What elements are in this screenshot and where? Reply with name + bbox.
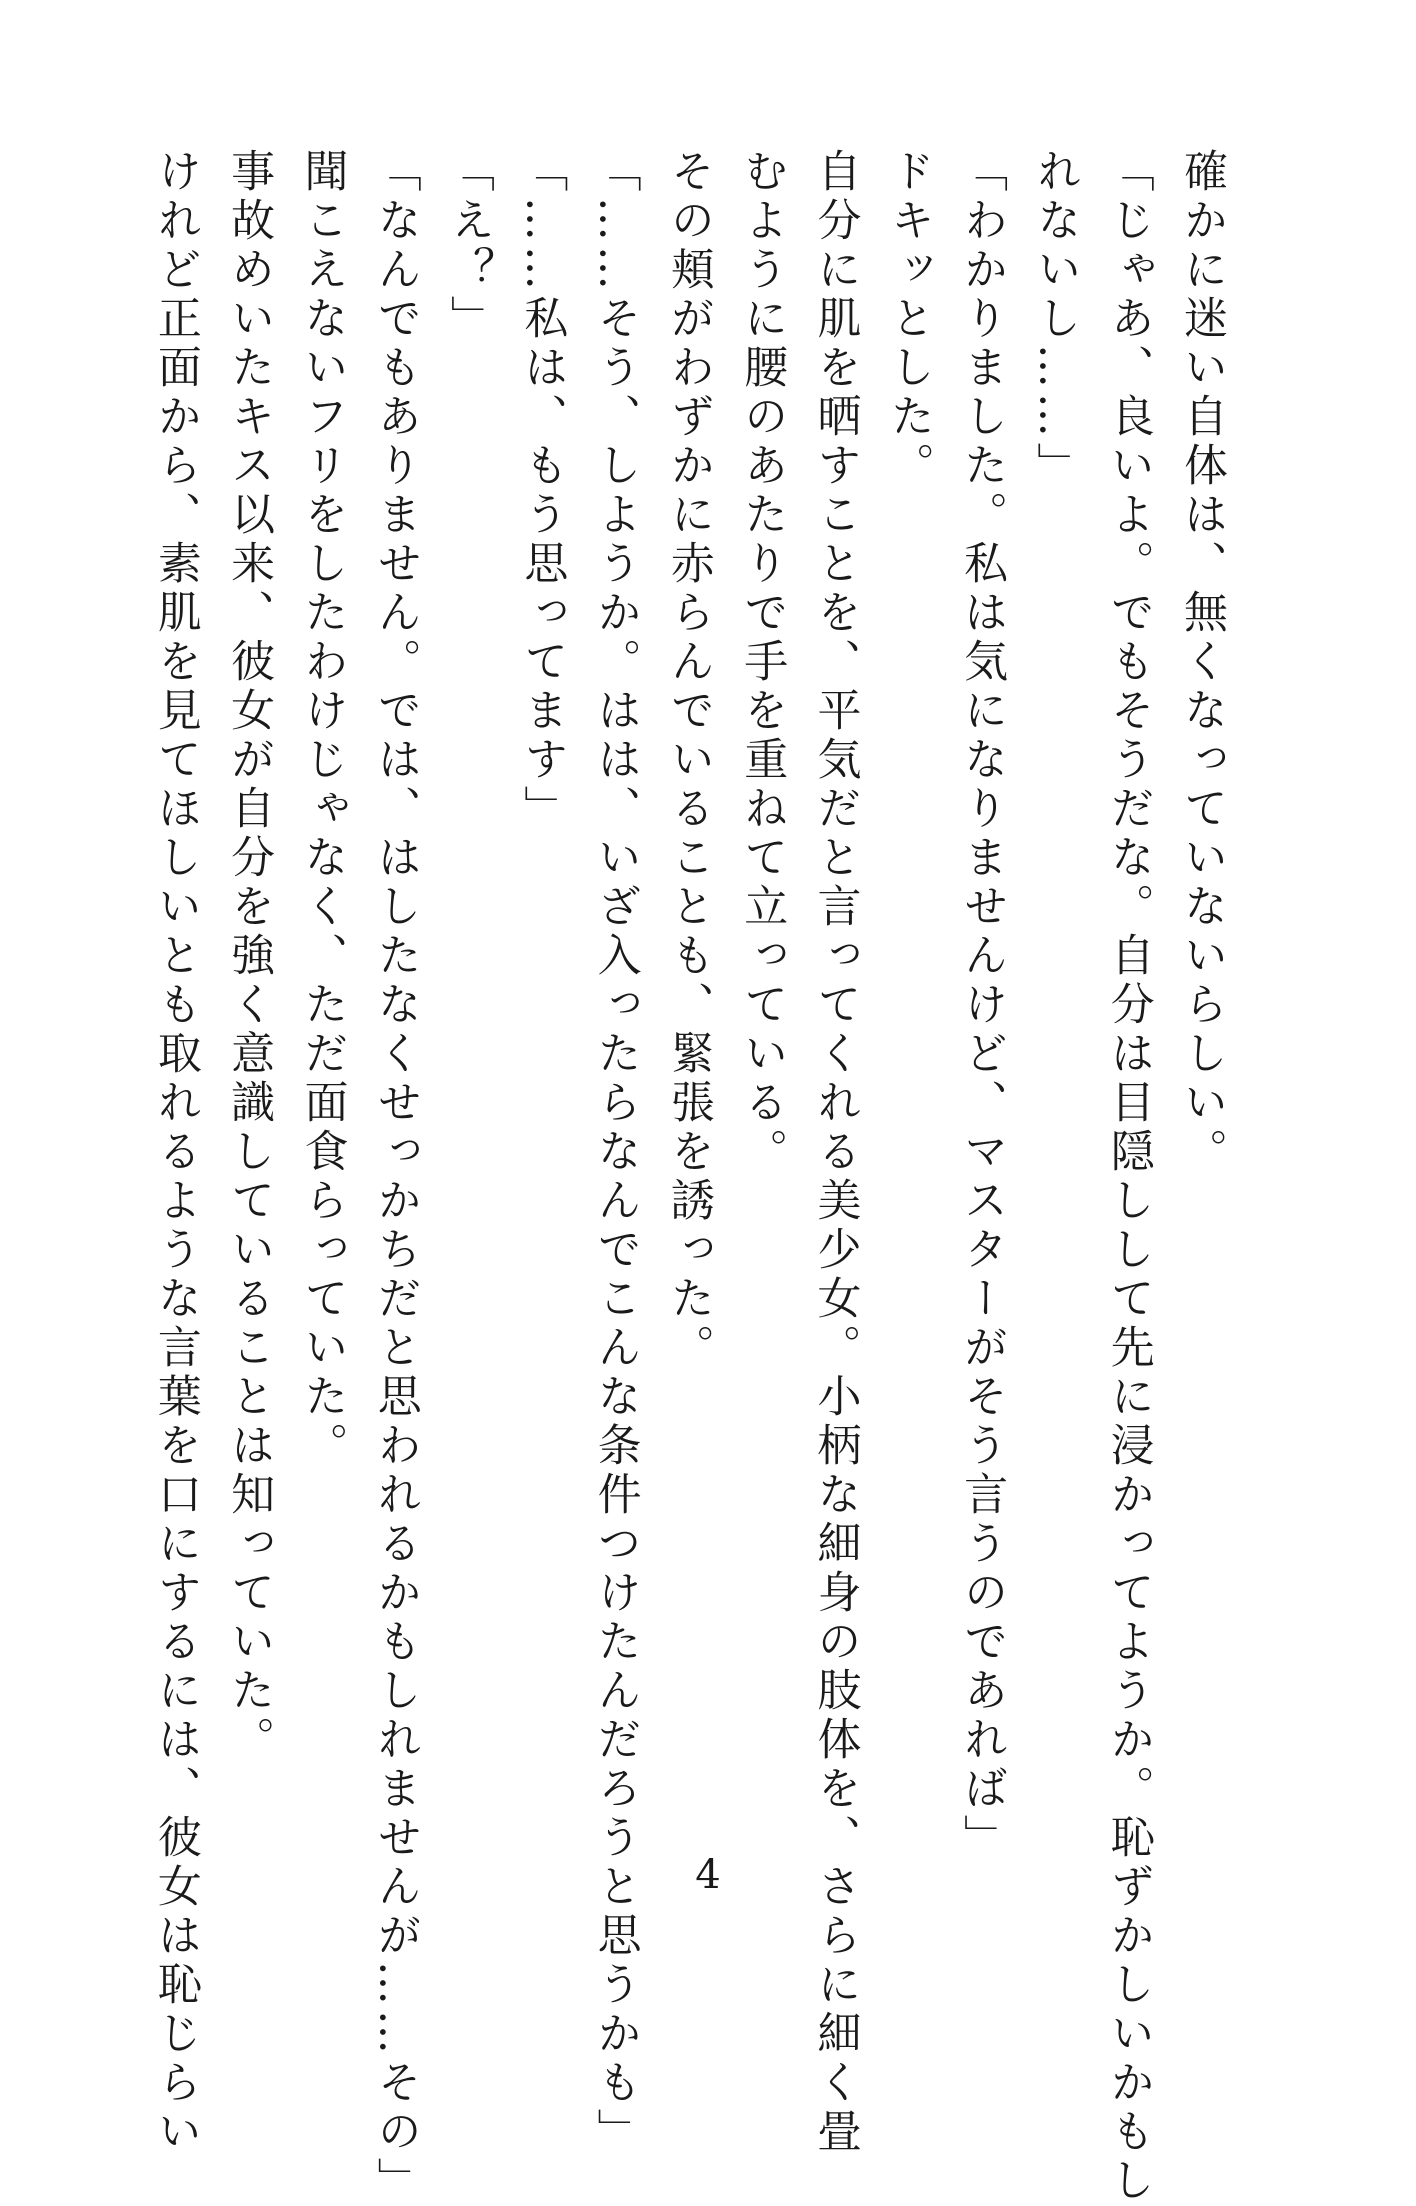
- text-line: 「なんでもありません。では、はしたなくせっかちだと思われるかもしれませんが……その」: [369, 148, 421, 2206]
- text-line: むように腰のあたりで手を重ねて立っている。: [736, 148, 788, 1177]
- text-line: れないし……」: [1029, 148, 1081, 491]
- text-line: けれど正面から、素肌を見てほしいとも取れるような言葉を口にするには、彼女は恥じらい: [149, 148, 201, 2157]
- text-line: 「え？」: [443, 148, 495, 344]
- text-line: 「じゃあ、良いよ。でもそうだな。自分は目隠しして先に浸かってようか。恥ずかしいかもし: [1102, 148, 1154, 2206]
- page-number: 4: [695, 1852, 721, 1898]
- text-line: 聞こえないフリをしたわけじゃなく、ただ面食らっていた。: [296, 148, 348, 1471]
- text-line: 「……私は、もう思ってます」: [516, 148, 568, 834]
- text-line: 確かに迷い自体は、無くなっていないらしい。: [1176, 148, 1227, 1177]
- text-line: その頬がわずかに赤らんでいることも、緊張を誘った。: [662, 148, 714, 1373]
- text-line: 事故めいたキス以来、彼女が自分を強く意識していることは知っていた。: [223, 148, 275, 1765]
- text-line: 「わかりました。私は気になりませんけど、マスターがそう言うのであれば」: [956, 148, 1008, 1863]
- text-line: ドキッとした。: [882, 148, 934, 491]
- text-line: 「……そう、しようか。はは、いざ入ったらなんでこんな条件つけたんだろうと思うかも」: [589, 148, 641, 2157]
- text-line: 自分に肌を晒すことを、平気だと言ってくれる美少女。小柄な細身の肢体を、さらに細く畳: [809, 148, 861, 2157]
- body-text: [149, 148, 1238, 2206]
